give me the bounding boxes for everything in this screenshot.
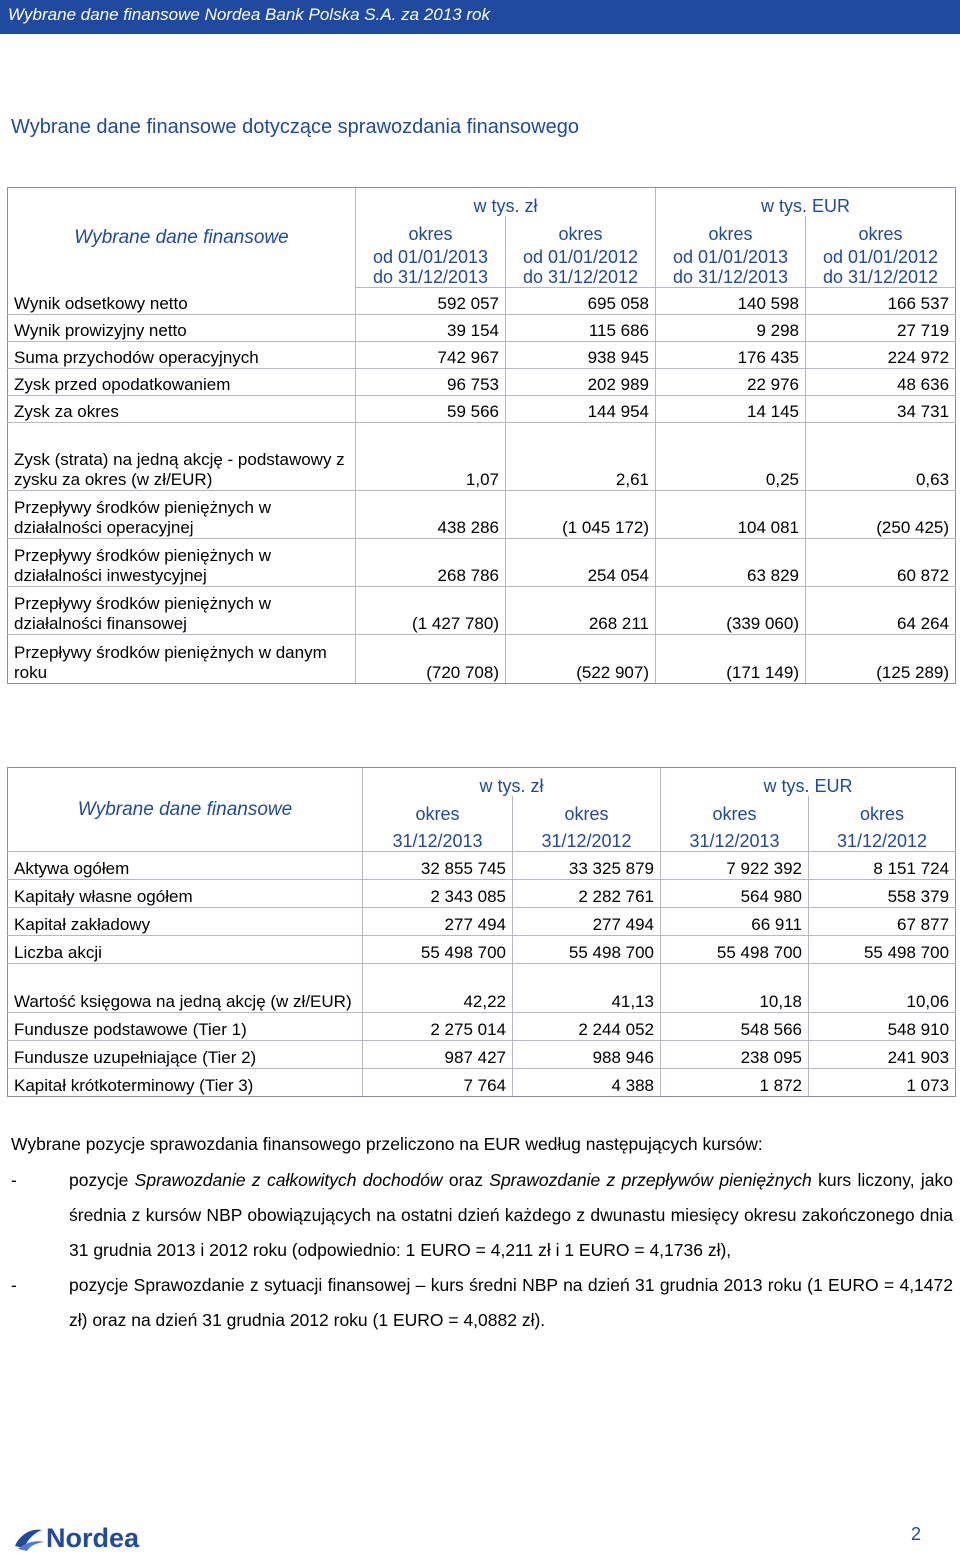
row-label: Kapitały własne ogółem [8, 880, 363, 908]
period-label: okres [806, 216, 956, 244]
row-value: 695 058 [506, 288, 656, 315]
table-row [8, 635, 956, 684]
note-emphasis: Sprawozdanie z przepływów pieniężnych [489, 1170, 812, 1190]
period-to: do 31/12/2012 [522, 267, 639, 287]
table-row [8, 908, 956, 936]
note-item [11, 1268, 953, 1338]
table-row [8, 423, 956, 491]
row-label: Fundusze uzupełniające (Tier 2) [8, 1041, 363, 1069]
period-label: okres [506, 216, 656, 244]
row-value: 438 286 [356, 491, 506, 539]
header-bar [0, 0, 960, 34]
row-value: 166 537 [806, 288, 956, 315]
row-value: (250 425) [806, 491, 956, 539]
row-value: 4 388 [513, 1069, 661, 1097]
row-label: Przepływy środków pieniężnych w działalności inwestycyjnej [8, 539, 356, 587]
note-text: pozycje [69, 1170, 135, 1190]
row-label: Wynik odsetkowy netto [8, 288, 356, 315]
table-row [8, 396, 956, 423]
row-value: 2 244 052 [513, 1013, 661, 1041]
period-label: okres [656, 216, 806, 244]
period-from: od 01/01/2012 [822, 247, 939, 267]
row-value: 104 081 [656, 491, 806, 539]
row-label: Wynik prowizyjny netto [8, 315, 356, 342]
table-row [8, 315, 956, 342]
row-value: 268 786 [356, 539, 506, 587]
row-value: 938 945 [506, 342, 656, 369]
row-value: 14 145 [656, 396, 806, 423]
row-value: (1 045 172) [506, 491, 656, 539]
row-value: 60 872 [806, 539, 956, 587]
table-row [8, 1013, 956, 1041]
table-row [8, 587, 956, 635]
row-value: 548 566 [661, 1013, 809, 1041]
table-row [8, 936, 956, 964]
row-value: 63 829 [656, 539, 806, 587]
row-label: Przepływy środków pieniężnych w działalności operacyjnej [8, 491, 356, 539]
row-value: (720 708) [356, 635, 506, 684]
row-value: 988 946 [513, 1041, 661, 1069]
logo-wordmark: Nordea [46, 1523, 140, 1552]
table-row [8, 880, 956, 908]
currency-eur-header: w tys. EUR [661, 768, 956, 796]
row-value: 144 954 [506, 396, 656, 423]
row-value: 48 636 [806, 369, 956, 396]
note-text: kurs liczony, jako średnia z kursów NBP obowiązujących na ostatni dzień każdego z dwunastu miesięcy okresu zakończonego dnia 31 grudnia 2013 i 2012 roku (odpowiednio: 1 EURO = 4,211 zł i 1 EURO = 4,1736 zł), [69, 1170, 953, 1260]
row-value: 176 435 [656, 342, 806, 369]
exchange-rate-notes [11, 1130, 953, 1338]
currency-pln-header: w tys. zł [356, 188, 656, 216]
row-label: Zysk (strata) na jedną akcję - podstawowy z zysku za okres (w zł/EUR) [8, 423, 356, 491]
period-range [356, 244, 506, 288]
row-value: 1,07 [356, 423, 506, 491]
row-value: 22 976 [656, 369, 806, 396]
row-value: 2 343 085 [363, 880, 513, 908]
period-label: okres [661, 796, 809, 824]
row-label: Kapitał zakładowy [8, 908, 363, 936]
row-value: 277 494 [363, 908, 513, 936]
row-value: 10,06 [809, 964, 956, 1013]
period-from: od 01/01/2013 [372, 247, 489, 267]
row-value: 548 910 [809, 1013, 956, 1041]
row-value: 2 282 761 [513, 880, 661, 908]
period-to: do 31/12/2013 [672, 267, 789, 287]
table-row [8, 342, 956, 369]
row-value: (522 907) [506, 635, 656, 684]
row-value: (1 427 780) [356, 587, 506, 635]
row-value: 55 498 700 [661, 936, 809, 964]
row-value: 140 598 [656, 288, 806, 315]
note-dash: - [11, 1170, 17, 1190]
page-number: 2 [911, 1524, 922, 1544]
note-dash: - [11, 1275, 17, 1295]
nordea-logo [12, 1516, 162, 1552]
row-value: 1 073 [809, 1069, 956, 1097]
table-row [8, 539, 956, 587]
financial-data-table-periods [7, 187, 956, 684]
row-value: 241 903 [809, 1041, 956, 1069]
row-value: 0,63 [806, 423, 956, 491]
period-range [506, 244, 656, 288]
note-text: pozycje Sprawozdanie z sytuacji finansowej – kurs średni NBP na dzień 31 grudnia 2013 roku (1 EURO = 4,1472 zł) oraz na dzień 31 grudnia 2012 roku (1 EURO = 4,0882 zł). [69, 1275, 953, 1330]
period-date: 31/12/2013 [661, 824, 809, 852]
row-value: 7 764 [363, 1069, 513, 1097]
nordea-logo-sail-icon [15, 1530, 44, 1551]
row-label: Kapitał krótkoterminowy (Tier 3) [8, 1069, 363, 1097]
row-label: Zysk za okres [8, 396, 356, 423]
row-value: 1 872 [661, 1069, 809, 1097]
row-label: Liczba akcji [8, 936, 363, 964]
row-value: 592 057 [356, 288, 506, 315]
notes-intro: Wybrane pozycje sprawozdania finansowego przeliczono na EUR według następujących kursów: [11, 1134, 763, 1154]
row-value: 564 980 [661, 880, 809, 908]
table-row [8, 1069, 956, 1097]
table-row [8, 964, 956, 1013]
row-value: (171 149) [656, 635, 806, 684]
row-value: 55 498 700 [363, 936, 513, 964]
financial-data-table-dates [7, 767, 956, 1097]
row-value: 987 427 [363, 1041, 513, 1069]
row-value: (125 289) [806, 635, 956, 684]
period-range [806, 244, 956, 288]
table-row [8, 288, 956, 315]
row-value: 268 211 [506, 587, 656, 635]
row-value: 277 494 [513, 908, 661, 936]
row-value: 2 275 014 [363, 1013, 513, 1041]
row-value: 32 855 745 [363, 852, 513, 880]
row-value: 96 753 [356, 369, 506, 396]
period-label: okres [363, 796, 513, 824]
period-range [656, 244, 806, 288]
row-value: 8 151 724 [809, 852, 956, 880]
row-value: 238 095 [661, 1041, 809, 1069]
row-value: (339 060) [656, 587, 806, 635]
row-value: 42,22 [363, 964, 513, 1013]
row-value: 2,61 [506, 423, 656, 491]
header-title: Wybrane dane finansowe Nordea Bank Polska S.A. za 2013 rok [8, 5, 490, 24]
row-value: 10,18 [661, 964, 809, 1013]
period-label: okres [809, 796, 956, 824]
row-value: 34 731 [806, 396, 956, 423]
row-label: Przepływy środków pieniężnych w działalności finansowej [8, 587, 356, 635]
note-item [11, 1163, 953, 1268]
row-label: Fundusze podstawowe (Tier 1) [8, 1013, 363, 1041]
table-row [8, 369, 956, 396]
row-label: Przepływy środków pieniężnych w danym roku [8, 635, 356, 684]
row-value: 67 877 [809, 908, 956, 936]
row-value: 115 686 [506, 315, 656, 342]
row-value: 9 298 [656, 315, 806, 342]
period-label: okres [513, 796, 661, 824]
period-to: do 31/12/2013 [372, 267, 489, 287]
period-date: 31/12/2012 [513, 824, 661, 852]
row-value: 254 054 [506, 539, 656, 587]
currency-eur-header: w tys. EUR [656, 188, 956, 216]
row-value: 41,13 [513, 964, 661, 1013]
row-value: 55 498 700 [809, 936, 956, 964]
row-value: 64 264 [806, 587, 956, 635]
row-value: 33 325 879 [513, 852, 661, 880]
row-value: 742 967 [356, 342, 506, 369]
period-to: do 31/12/2012 [822, 267, 939, 287]
table-title: Wybrane dane finansowe [8, 188, 356, 288]
row-label: Wartość księgowa na jedną akcję (w zł/EUR) [8, 964, 363, 1013]
period-from: od 01/01/2013 [672, 247, 789, 267]
row-value: 66 911 [661, 908, 809, 936]
row-label: Zysk przed opodatkowaniem [8, 369, 356, 396]
row-value: 0,25 [656, 423, 806, 491]
table-row [8, 1041, 956, 1069]
currency-pln-header: w tys. zł [363, 768, 661, 796]
row-value: 7 922 392 [661, 852, 809, 880]
row-label: Suma przychodów operacyjnych [8, 342, 356, 369]
row-value: 558 379 [809, 880, 956, 908]
row-value: 27 719 [806, 315, 956, 342]
period-from: od 01/01/2012 [522, 247, 639, 267]
row-value: 39 154 [356, 315, 506, 342]
period-date: 31/12/2012 [809, 824, 956, 852]
note-emphasis: Sprawozdanie z całkowitych dochodów [134, 1170, 443, 1190]
row-value: 55 498 700 [513, 936, 661, 964]
table-title: Wybrane dane finansowe [8, 768, 363, 852]
row-label: Aktywa ogółem [8, 852, 363, 880]
table-row [8, 852, 956, 880]
row-value: 224 972 [806, 342, 956, 369]
section-title: Wybrane dane finansowe dotyczące sprawozdania finansowego [11, 116, 579, 138]
row-value: 59 566 [356, 396, 506, 423]
row-value: 202 989 [506, 369, 656, 396]
period-date: 31/12/2013 [363, 824, 513, 852]
note-text: oraz [442, 1170, 490, 1190]
table-row [8, 491, 956, 539]
period-label: okres [356, 216, 506, 244]
